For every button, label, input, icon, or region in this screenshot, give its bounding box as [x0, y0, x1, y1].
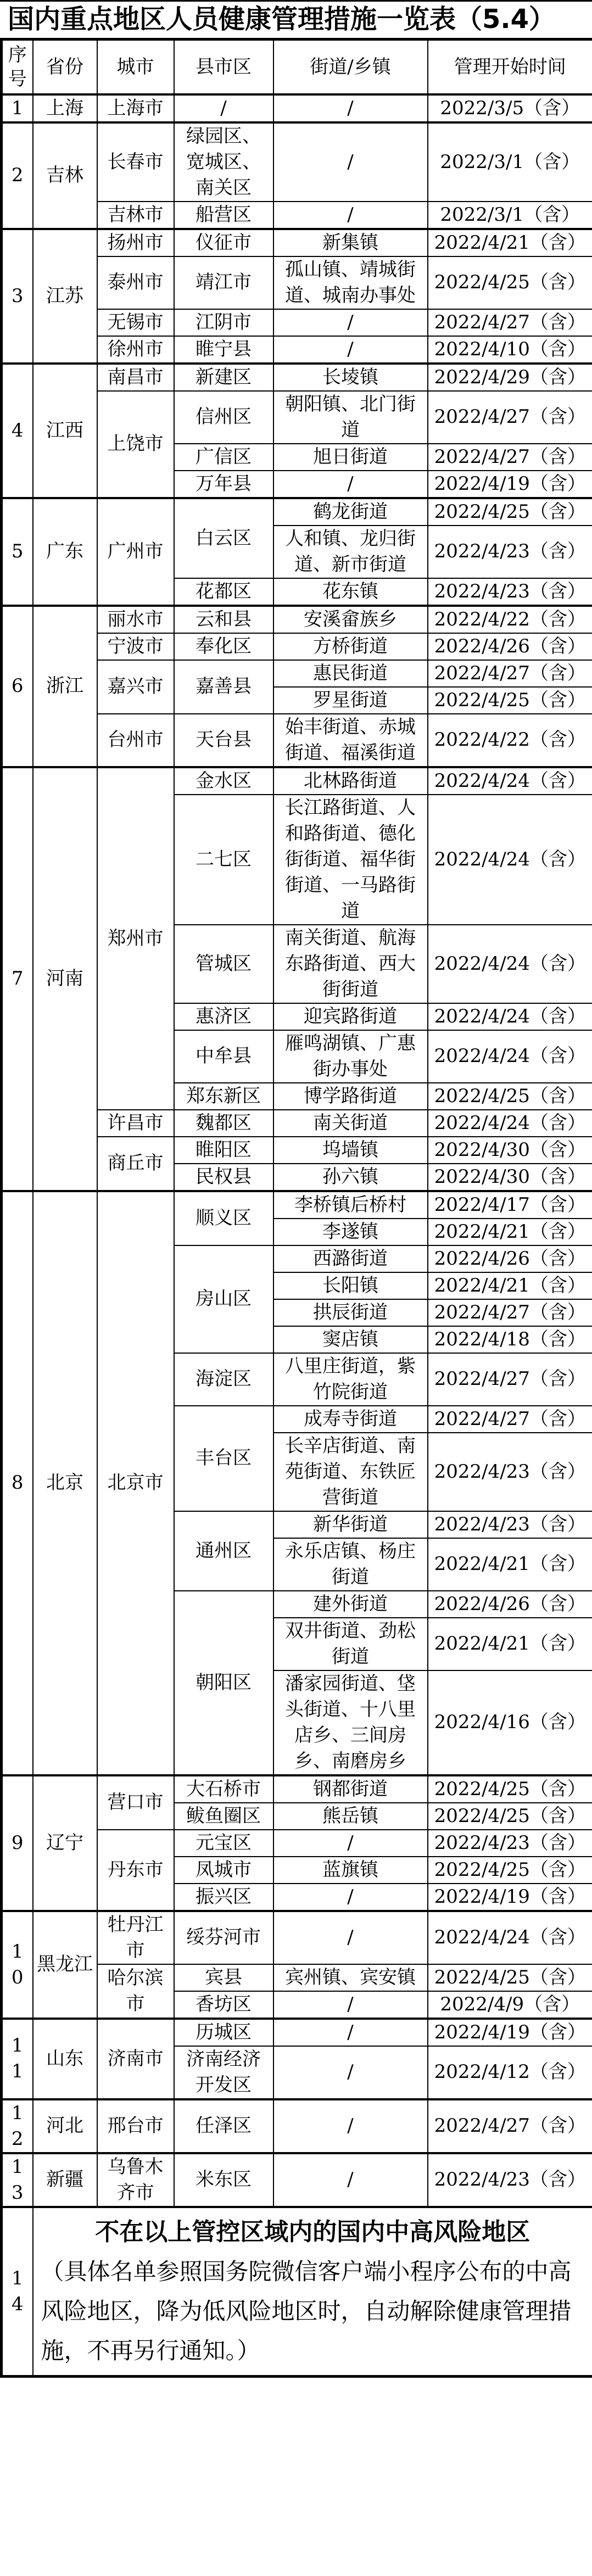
street-cell: /	[273, 202, 428, 229]
street-cell: 八里庄街道，紫竹院街道	[273, 1353, 428, 1406]
date-cell: 2022/4/29（含）	[428, 364, 592, 391]
city-cell: 广州市	[97, 498, 174, 606]
date-cell: 2022/4/24（含）	[428, 767, 592, 795]
col-header-street: 街道/乡镇	[273, 40, 428, 94]
county-cell: 历城区	[174, 2019, 273, 2046]
page-title: 国内重点地区人员健康管理措施一览表（5.4）	[8, 4, 556, 35]
date-cell: 2022/4/19（含）	[428, 471, 592, 498]
county-cell: 新建区	[174, 364, 273, 391]
city-cell: 邢台市	[97, 2099, 174, 2153]
street-cell: 新集镇	[273, 229, 428, 256]
city-cell: 丹东市	[97, 1830, 174, 1911]
table-row	[2, 2207, 592, 2377]
province-cell: 上海	[33, 94, 97, 122]
city-cell: 丽水市	[97, 606, 174, 633]
street-cell: 潘家园街道、垡头街道、十八里店乡、三间房乡、南磨房乡	[273, 1670, 428, 1775]
date-cell: 2022/4/17（含）	[428, 1191, 592, 1219]
date-cell: 2022/4/27（含）	[428, 1299, 592, 1326]
county-cell: 惠济区	[174, 1003, 273, 1030]
county-cell: 管城区	[174, 925, 273, 1003]
date-cell: 2022/4/24（含）	[428, 1030, 592, 1083]
table-row	[2, 364, 592, 391]
date-cell: 2022/4/23（含）	[428, 1511, 592, 1538]
seq-cell: 12	[2, 2099, 33, 2153]
date-cell: 2022/3/1（含）	[428, 202, 592, 229]
street-cell: 北林路街道	[273, 767, 428, 795]
street-cell: /	[273, 1830, 428, 1857]
street-cell: 长江路街道、人和路街道、德化街街道、福华街街道、一马路街道	[273, 795, 428, 925]
street-cell: 鹤龙街道	[273, 498, 428, 526]
seq-cell: 9	[2, 1775, 33, 1911]
county-cell: 二七区	[174, 795, 273, 925]
note-headline: 不在以上管控区域内的国内中高风险地区	[95, 2217, 530, 2246]
table-row	[2, 498, 592, 526]
county-cell: 花都区	[174, 578, 273, 606]
county-cell: 白云区	[174, 498, 273, 578]
street-cell: /	[273, 309, 428, 336]
city-cell: 扬州市	[97, 229, 174, 256]
street-cell: 蓝旗镇	[273, 1857, 428, 1884]
county-cell: 船营区	[174, 202, 273, 229]
street-cell: 窦店镇	[273, 1326, 428, 1353]
county-cell: 海淀区	[174, 1353, 273, 1406]
date-cell: 2022/4/25（含）	[428, 1964, 592, 1991]
county-cell: 通州区	[174, 1511, 273, 1591]
street-cell: 雁鸣湖镇、广惠街办事处	[273, 1030, 428, 1083]
col-header-date: 管理开始时间	[428, 40, 592, 94]
street-cell: 长堎镇	[273, 364, 428, 391]
province-cell: 广东	[33, 498, 97, 606]
city-cell: 商丘市	[97, 1137, 174, 1191]
seq-cell: 13	[2, 2153, 33, 2207]
health-measures-table	[0, 38, 592, 2378]
city-cell: 无锡市	[97, 309, 174, 336]
province-cell: 江苏	[33, 229, 97, 364]
street-cell: 熊岳镇	[273, 1803, 428, 1830]
city-cell: 徐州市	[97, 336, 174, 364]
date-cell: 2022/4/27（含）	[428, 1353, 592, 1406]
county-cell: 嘉善县	[174, 660, 273, 714]
county-cell: 宾县	[174, 1964, 273, 1991]
date-cell: 2022/4/24（含）	[428, 1911, 592, 1964]
county-cell: 广信区	[174, 444, 273, 471]
street-cell: /	[273, 1884, 428, 1911]
table-row	[2, 2019, 592, 2046]
table-row	[2, 1191, 592, 1219]
date-cell: 2022/4/19（含）	[428, 1884, 592, 1911]
street-cell: 李遂镇	[273, 1219, 428, 1245]
date-cell: 2022/4/23（含）	[428, 578, 592, 606]
county-cell: 绥芬河市	[174, 1911, 273, 1964]
province-cell: 吉林	[33, 122, 97, 229]
date-cell: 2022/4/23（含）	[428, 2153, 592, 2207]
street-cell: /	[273, 336, 428, 364]
date-cell: 2022/4/21（含）	[428, 1272, 592, 1299]
street-cell: /	[273, 1911, 428, 1964]
street-cell: 永乐店镇、杨庄街道	[273, 1538, 428, 1591]
date-cell: 2022/4/30（含）	[428, 1137, 592, 1164]
city-cell: 上海市	[97, 94, 174, 122]
date-cell: 2022/4/25（含）	[428, 1775, 592, 1803]
province-cell: 河北	[33, 2099, 97, 2153]
province-cell: 江西	[33, 364, 97, 498]
street-cell: 罗星街道	[273, 687, 428, 714]
county-cell: 朝阳区	[174, 1591, 273, 1775]
city-cell: 乌鲁木齐市	[97, 2153, 174, 2207]
province-cell: 河南	[33, 767, 97, 1191]
county-cell: 金水区	[174, 767, 273, 795]
date-cell: 2022/4/27（含）	[428, 2099, 592, 2153]
city-cell: 哈尔滨市	[97, 1964, 174, 2019]
street-cell: 迎宾路街道	[273, 1003, 428, 1030]
street-cell: 惠民街道	[273, 660, 428, 687]
street-cell: 人和镇、龙归街道、新市街道	[273, 526, 428, 578]
street-cell: 南关街道、航海东路街道、西大街街道	[273, 925, 428, 1003]
city-cell: 上饶市	[97, 391, 174, 498]
col-header-county: 县市区	[174, 40, 273, 94]
street-cell: 长阳镇	[273, 1272, 428, 1299]
city-cell: 济南市	[97, 2019, 174, 2099]
date-cell: 2022/4/26（含）	[428, 1245, 592, 1272]
seq-cell: 2	[2, 122, 33, 229]
street-cell: /	[273, 1991, 428, 2019]
date-cell: 2022/4/22（含）	[428, 714, 592, 767]
date-cell: 2022/4/23（含）	[428, 526, 592, 578]
table-row	[2, 1911, 592, 1964]
street-cell: 安溪畲族乡	[273, 606, 428, 633]
street-cell: 钢都街道	[273, 1775, 428, 1803]
seq-cell: 11	[2, 2019, 33, 2099]
street-cell: /	[273, 471, 428, 498]
street-cell: 成寿寺街道	[273, 1406, 428, 1433]
province-cell: 北京	[33, 1191, 97, 1775]
county-cell: 振兴区	[174, 1884, 273, 1911]
date-cell: 2022/4/21（含）	[428, 1219, 592, 1245]
street-cell: 方桥街道	[273, 633, 428, 660]
date-cell: 2022/4/21（含）	[428, 1618, 592, 1670]
county-cell: 睢阳区	[174, 1137, 273, 1164]
seq-cell: 1	[2, 94, 33, 122]
date-cell: 2022/4/26（含）	[428, 633, 592, 660]
province-cell: 新疆	[33, 2153, 97, 2207]
date-cell: 2022/4/9（含）	[428, 1991, 592, 2019]
date-cell: 2022/4/25（含）	[428, 256, 592, 309]
county-cell: 奉化区	[174, 633, 273, 660]
county-cell: 中牟县	[174, 1030, 273, 1083]
street-cell: 坞墙镇	[273, 1137, 428, 1164]
table-row	[2, 767, 592, 795]
street-cell: /	[273, 94, 428, 122]
county-cell: 睢宁县	[174, 336, 273, 364]
city-cell: 宁波市	[97, 633, 174, 660]
date-cell: 2022/3/1（含）	[428, 122, 592, 202]
city-cell: 北京市	[97, 1191, 174, 1775]
street-cell: 西潞街道	[273, 1245, 428, 1272]
county-cell: 顺义区	[174, 1191, 273, 1245]
county-cell: 元宝区	[174, 1830, 273, 1857]
col-header-seq: 序号	[2, 40, 33, 94]
street-cell: 宾州镇、宾安镇	[273, 1964, 428, 1991]
county-cell: 魏都区	[174, 1110, 273, 1137]
table-row	[2, 122, 592, 202]
date-cell: 2022/4/27（含）	[428, 444, 592, 471]
date-cell: 2022/4/25（含）	[428, 1857, 592, 1884]
seq-cell: 5	[2, 498, 33, 606]
date-cell: 2022/4/19（含）	[428, 2019, 592, 2046]
date-cell: 2022/4/18（含）	[428, 1326, 592, 1353]
table-row	[2, 2153, 592, 2207]
seq-cell: 10	[2, 1911, 33, 2019]
seq-cell: 4	[2, 364, 33, 498]
note-cell	[33, 2207, 592, 2377]
county-cell: 丰台区	[174, 1406, 273, 1511]
table-row	[2, 606, 592, 633]
street-cell: 花东镇	[273, 578, 428, 606]
date-cell: 2022/4/21（含）	[428, 229, 592, 256]
col-header-province: 省份	[33, 40, 97, 94]
date-cell: 2022/4/12（含）	[428, 2046, 592, 2099]
province-cell: 山东	[33, 2019, 97, 2099]
date-cell: 2022/4/24（含）	[428, 925, 592, 1003]
county-cell: 民权县	[174, 1164, 273, 1191]
date-cell: 2022/3/5（含）	[428, 94, 592, 122]
county-cell: 仪征市	[174, 229, 273, 256]
street-cell: 建外街道	[273, 1591, 428, 1618]
header-row	[2, 40, 592, 94]
county-cell: 信州区	[174, 391, 273, 444]
table-row	[2, 229, 592, 256]
date-cell: 2022/4/27（含）	[428, 660, 592, 687]
county-cell: 云和县	[174, 606, 273, 633]
street-cell: 新华街道	[273, 1511, 428, 1538]
county-cell: 大石桥市	[174, 1775, 273, 1803]
date-cell: 2022/4/25（含）	[428, 687, 592, 714]
date-cell: 2022/4/27（含）	[428, 309, 592, 336]
date-cell: 2022/4/21（含）	[428, 1538, 592, 1591]
date-cell: 2022/4/23（含）	[428, 1433, 592, 1511]
street-cell: 孙六镇	[273, 1164, 428, 1191]
city-cell: 长春市	[97, 122, 174, 202]
street-cell: /	[273, 122, 428, 202]
street-cell: 朝阳镇、北门街道	[273, 391, 428, 444]
street-cell: 博学路街道	[273, 1083, 428, 1110]
table-row	[2, 1775, 592, 1803]
date-cell: 2022/4/24（含）	[428, 795, 592, 925]
street-cell: /	[273, 2099, 428, 2153]
seq-cell: 14	[2, 2207, 33, 2377]
county-cell: 天台县	[174, 714, 273, 767]
seq-cell: 6	[2, 606, 33, 767]
county-cell: 任泽区	[174, 2099, 273, 2153]
city-cell: 吉林市	[97, 202, 174, 229]
city-cell: 泰州市	[97, 256, 174, 309]
city-cell: 牡丹江市	[97, 1911, 174, 1964]
county-cell: 米东区	[174, 2153, 273, 2207]
street-cell: 孤山镇、靖城街道、城南办事处	[273, 256, 428, 309]
county-cell: /	[174, 94, 273, 122]
county-cell: 江阴市	[174, 309, 273, 336]
province-cell: 辽宁	[33, 1775, 97, 1911]
date-cell: 2022/4/25（含）	[428, 498, 592, 526]
table-row	[2, 2099, 592, 2153]
date-cell: 2022/4/23（含）	[428, 1830, 592, 1857]
county-cell: 靖江市	[174, 256, 273, 309]
county-cell: 房山区	[174, 1245, 273, 1353]
street-cell: 李桥镇后桥村	[273, 1191, 428, 1219]
city-cell: 营口市	[97, 1775, 174, 1830]
date-cell: 2022/4/25（含）	[428, 1083, 592, 1110]
county-cell: 鲅鱼圈区	[174, 1803, 273, 1830]
city-cell: 台州市	[97, 714, 174, 767]
city-cell: 嘉兴市	[97, 660, 174, 714]
county-cell: 绿园区、宽城区、南关区	[174, 122, 273, 202]
date-cell: 2022/4/26（含）	[428, 1591, 592, 1618]
county-cell: 郑东新区	[174, 1083, 273, 1110]
street-cell: 拱辰街道	[273, 1299, 428, 1326]
city-cell: 郑州市	[97, 767, 174, 1110]
date-cell: 2022/4/24（含）	[428, 1110, 592, 1137]
street-cell: 南关街道	[273, 1110, 428, 1137]
seq-cell: 3	[2, 229, 33, 364]
street-cell: 双井街道、劲松街道	[273, 1618, 428, 1670]
table-row	[2, 94, 592, 122]
street-cell: /	[273, 2153, 428, 2207]
date-cell: 2022/4/25（含）	[428, 1803, 592, 1830]
street-cell: /	[273, 2046, 428, 2099]
date-cell: 2022/4/27（含）	[428, 1406, 592, 1433]
province-cell: 黑龙江	[33, 1911, 97, 2019]
city-cell: 许昌市	[97, 1110, 174, 1137]
street-cell: 长辛店街道、南苑街道、东铁匠营街道	[273, 1433, 428, 1511]
date-cell: 2022/4/30（含）	[428, 1164, 592, 1191]
note-detail: （具体名单参照国务院微信客户端小程序公布的中高风险地区，降为低风险地区时，自动解除健康管理措施，不再另行通知。）	[41, 2258, 572, 2364]
street-cell: 始丰街道、赤城街道、福溪街道	[273, 714, 428, 767]
county-cell: 济南经济开发区	[174, 2046, 273, 2099]
col-header-city: 城市	[97, 40, 174, 94]
date-cell: 2022/4/22（含）	[428, 606, 592, 633]
city-cell: 南昌市	[97, 364, 174, 391]
province-cell: 浙江	[33, 606, 97, 767]
seq-cell: 7	[2, 767, 33, 1191]
date-cell: 2022/4/24（含）	[428, 1003, 592, 1030]
date-cell: 2022/4/16（含）	[428, 1670, 592, 1775]
seq-cell: 8	[2, 1191, 33, 1775]
county-cell: 凤城市	[174, 1857, 273, 1884]
street-cell: 旭日街道	[273, 444, 428, 471]
street-cell: /	[273, 2019, 428, 2046]
date-cell: 2022/4/10（含）	[428, 336, 592, 364]
county-cell: 万年县	[174, 471, 273, 498]
county-cell: 香坊区	[174, 1991, 273, 2019]
date-cell: 2022/4/27（含）	[428, 391, 592, 444]
